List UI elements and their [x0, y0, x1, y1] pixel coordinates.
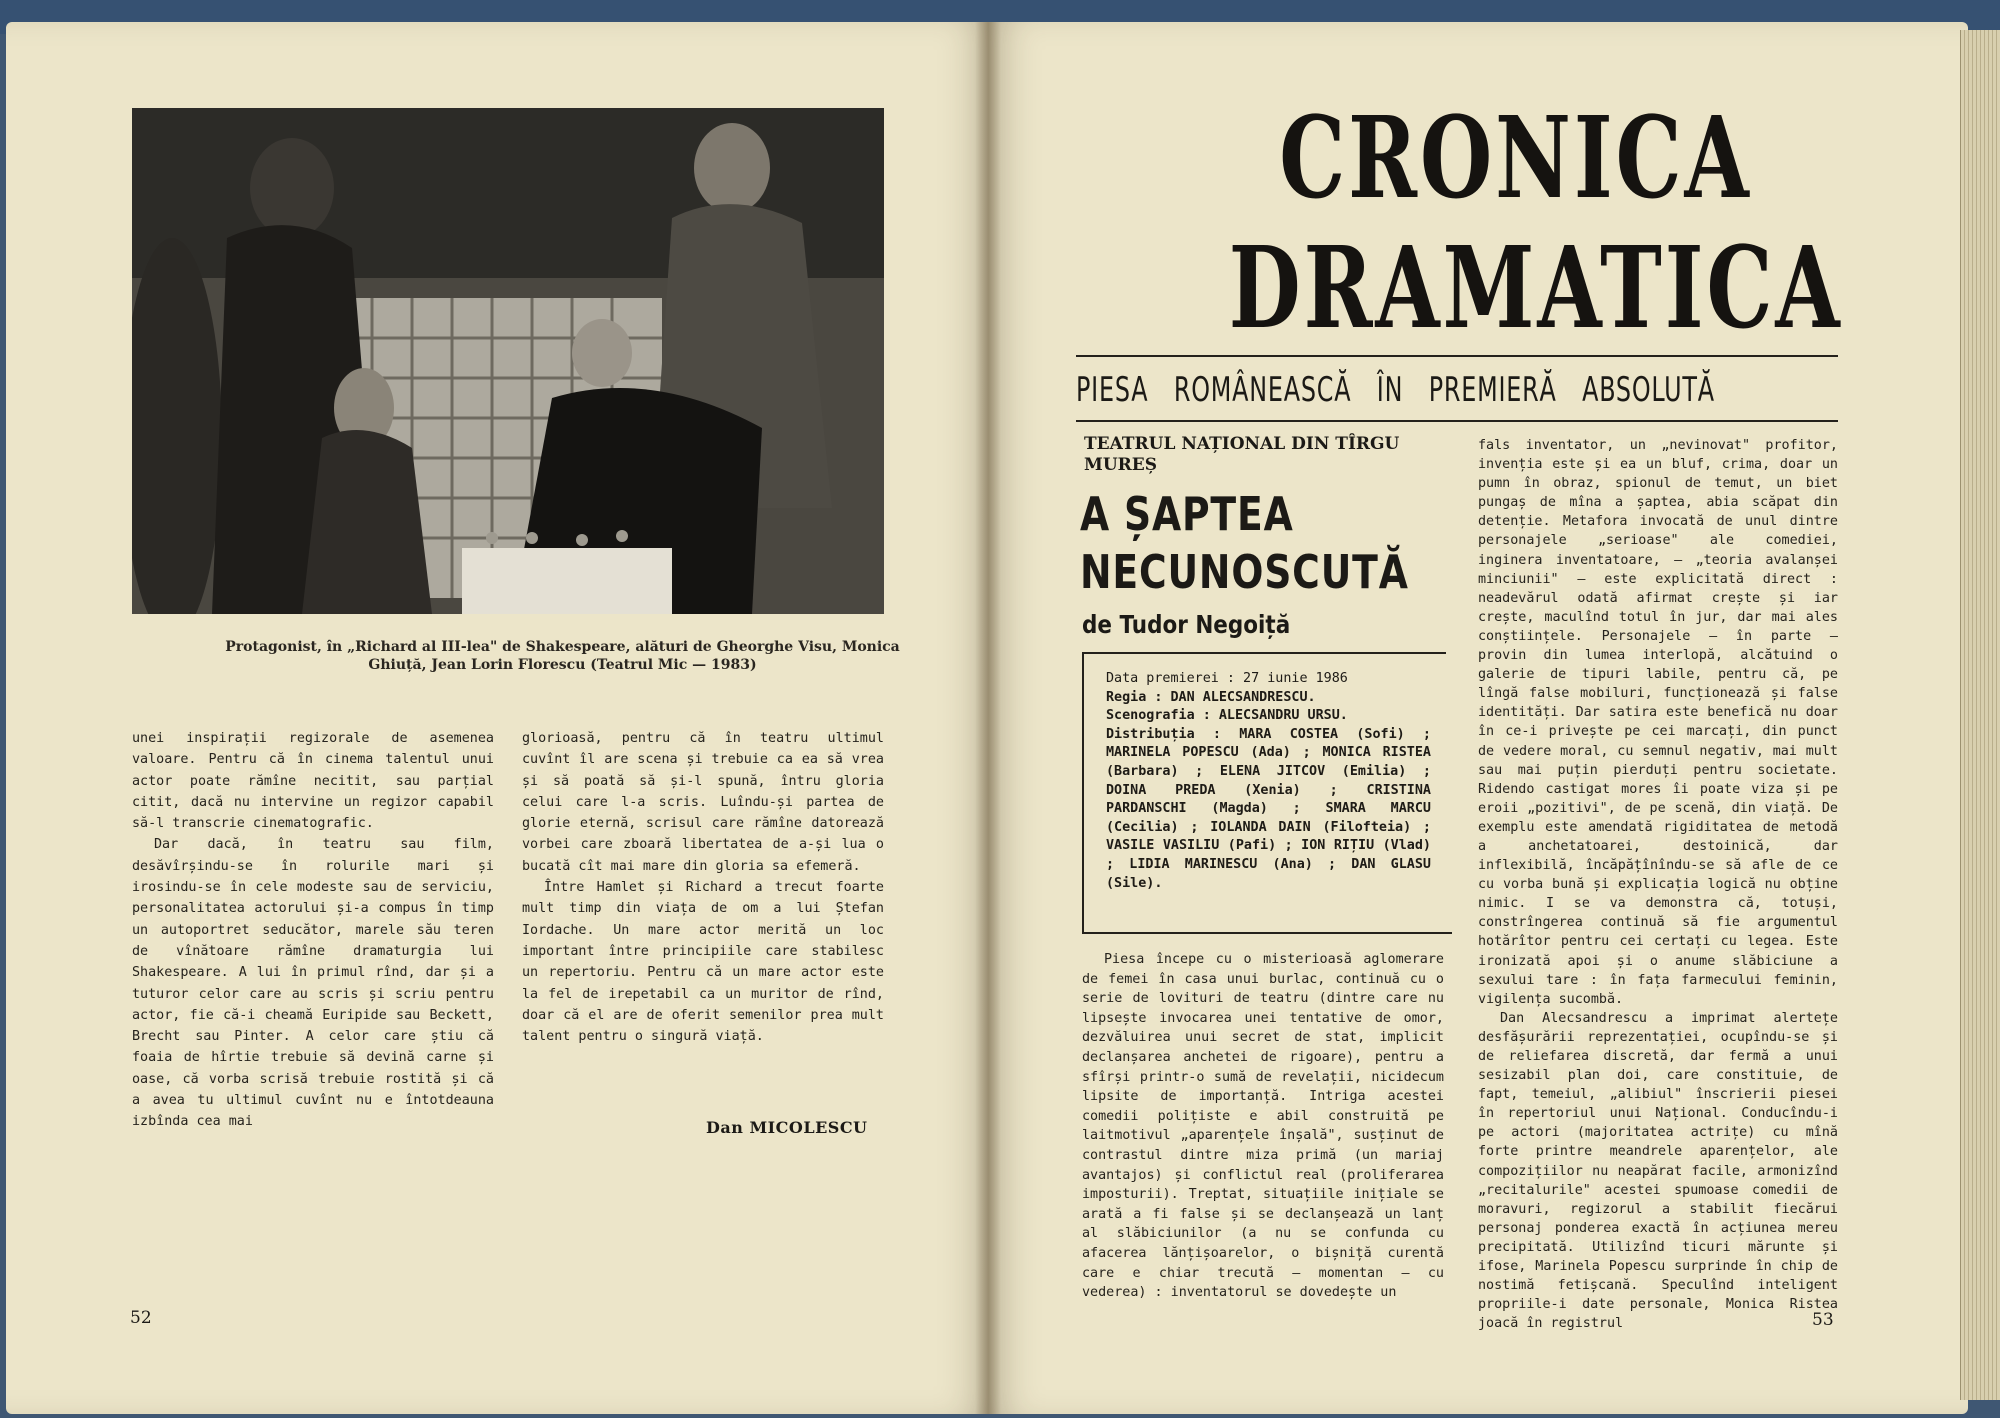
paragraph: unei inspirații regizorale de asemenea valoare. Pentru că în cinema talentul unui actor poate rămîne necitit, sau parțial citit, dacă nu intervine un regizor capabil să-l transcrie cinematografic.: [132, 731, 494, 832]
theatre-name: TEATRUL NAȚIONAL DIN TÎRGU MUREȘ: [1084, 434, 1400, 475]
credits-box: [1082, 652, 1446, 934]
scenography-credit: Scenografia : ALECSANDRU URSU.: [1106, 708, 1348, 724]
stage-photo: [132, 108, 884, 614]
stage-photo-drawing: [132, 108, 884, 614]
paragraph: Între Hamlet și Richard a trecut foarte mult timp din viața de om a lui Ștefan Iordache. Un mare actor merită un loc important între principiile care stabilesc un repertoriu. Pentru că un mare actor este la fel de irepetabil ca un muritor de rînd, doar că el are de oferit semenilor prea mult talent pentru o singură viață.: [522, 880, 884, 1045]
masthead-line-2: DRAMATICA: [1228, 223, 1843, 354]
play-title: A ȘAPTEA NECUNOSCUTĂ: [1080, 487, 1409, 599]
direction-credit: Regia : DAN ALECSANDRESCU.: [1106, 689, 1316, 705]
masthead-line-1: CRONICA: [1279, 93, 1752, 224]
page-number-right: 53: [1812, 1310, 1834, 1330]
paragraph: fals inventator, un „nevinovat" profitor, invenția este și ea un bluf, crima, doar un pumn în obraz, spionul de temut, un biet pungaș de mîna a șaptea, abia scăpat din detenție. Metafora invocată de unul dintre personajele „serioase" ale comediei, inginera inventatoare, — „teoria avalanșei minciunii" — este explicitată direct : neadevărul odată afirmat crește și iar crește, maculînd totul în jur, dar mai ales conștiințele. Personajele — în parte — provin din lumea interlopă, alcătuind o galerie de tipuri labile, pentru că, pe lîngă false mobiluri, funcționează și false identități. Dar satira este benefică nu doar în ce-i privește pe cei marcați, din punct de vedere moral, cu semnul negativ, mai mult sau mai puțin pierduți pentru societate. Ridendo castigat mores îi poate viza și pe eroii „pozitivi", de pe scenă, din viață. De exemplu este amendată rigiditatea de metodă a anchetatoarei, destoinică, dar inflexibilă, încăpățînîndu-se să afle de ce cu vorba bună și explicația logică nu obține nimic. I se va demonstra că, totuși, constrîngerea continuă să fie argumentul hotărîtor pentru cei certați cu legea. Este ironizată apoi și o anume slăbiciune a sexului tare : în fața farmecului feminin, vigilența sucombă.: [1478, 438, 1838, 1007]
paragraph: glorioasă, pentru că în teatru ultimul cuvînt îl are scena și trebuie ca ea să vrea și să poată să și-l spună, întru gloria celui care l-a scris. Luîndu-și partea de glorie eternă, scrisul care rămîne datorează vorbei care zboară libertatea de a-și lua o bucată cît mai mare din gloria sa efemeră.: [522, 731, 884, 874]
play-author: de Tudor Negoiță: [1082, 610, 1291, 639]
subhead-rule: [1076, 420, 1838, 422]
page-number-left: 52: [130, 1308, 152, 1328]
article-column-2: [522, 728, 884, 1047]
premiere-date: Data premierei : 27 iunie 1986: [1106, 671, 1348, 686]
review-column-1: [1082, 950, 1444, 1303]
review-column-2: [1478, 436, 1838, 1333]
credits-rule: [1082, 932, 1452, 934]
author-signature: Dan MICOLESCU: [706, 1118, 868, 1137]
cast-list: Distribuția : MARA COSTEA (Sofi) ; MARINELA POPESCU (Ada) ; MONICA RISTEA (Barbara) ; ELENA JITCOV (Emilia) ; DOINA PREDA (Xenia) ; CRISTINA PARDANSCHI (Magda) ; SMARA MARCU (Cecilia) ; IOLANDA DAIN (Filofteia) ; VASILE VASILIU (Pafi) ; ION RIȚIU (Vlad) ; LIDIA MARINESCU (Ana) ; DAN GLASU (Sile).: [1106, 726, 1431, 891]
paragraph: Piesa începe cu o misterioasă aglomerare de femei în casa unui burlac, continuă cu o serie de lovituri de teatru (dintre care nu lipsește invocarea unei tentative de omor, dezvăluirea unui secret de stat, implicit declanșarea anchetei de rigoare), pentru a sfîrși printr-o sumă de revelații, nicidecum lipsite de importanță. Intriga acestei comedii polițiste e abil construită pe laitmotivul „aparențele înșală", susținut de contrastul dintre miza primă (un mariaj avantajos) și conflictul real (proliferarea imposturii). Treptat, situațiile inițiale se arată a fi false și se declanșează un lanț al slăbiciunilor (a nu se confunda cu afacerea lănțișoarelor, o bișniță curentă care e chiar trecută — momentan — cu vederea) : inventatorul se dovedește un: [1082, 952, 1444, 1301]
masthead-rule-top: [1076, 355, 1838, 357]
book-gutter: [975, 22, 1001, 1414]
photo-caption: Protagonist, în „Richard al III-lea" de Shakespeare, alături de Gheorghe Visu, Monica Ghiuță, Jean Lorin Florescu (Teatrul Mic — 1983): [225, 639, 900, 673]
article-column-1: [132, 728, 494, 1133]
paragraph: Dar dacă, în teatru sau film, desăvîrșindu-se în rolurile mari și irosindu-se în cele modeste sau de serviciu, personalitatea actorului și-a compus în timp un autoportret seducător, marele său teren de vînătoare rămîne dramaturgia lui Shakespeare. A lui în primul rînd, dar și a tuturor celor care au scris și scriu pentru actor, fie că-i cheamă Euripide sau Beckett, Brecht sau Pinter. A celor care știu că foaia de hîrtie trebuie să devină carne și oase, că vorba scrisă trebuie rostită și că a avea tu ultimul cuvînt nu e întotdeauna izbînda cea mai: [132, 837, 494, 1130]
paragraph: Dan Alecsandrescu a imprimat alertețe desfășurării reprezentației, ocupîndu-se și de reliefarea discretă, dar fermă a unui sesizabil plan doi, care constituie, de fapt, temeiul, „alibiul" înscrierii piesei în repertoriul unui Național. Conducîndu-i pe actori (majoritatea actrițe) cu mînă forte printre meandrele aparențelor, ale compozițiilor nu neapărat facile, armonizînd „recitalurile" acestei spumoase comedii de moravuri, regizorul a stabilit fiecărui personaj ponderea exactă în acțiunea mereu precipitată. Utilizînd ticuri mărunte și ifose, Marinela Popescu surprinde în chip de nostimă fetișcană. Speculînd inteligent propriile-i date personale, Monica Ristea joacă în registrul: [1478, 1010, 1838, 1332]
section-subhead: PIESA ROMÂNEASCĂ ÎN PREMIERĂ ABSOLUTĂ: [1076, 370, 1715, 410]
page-stack-edge: [1960, 30, 2000, 1400]
